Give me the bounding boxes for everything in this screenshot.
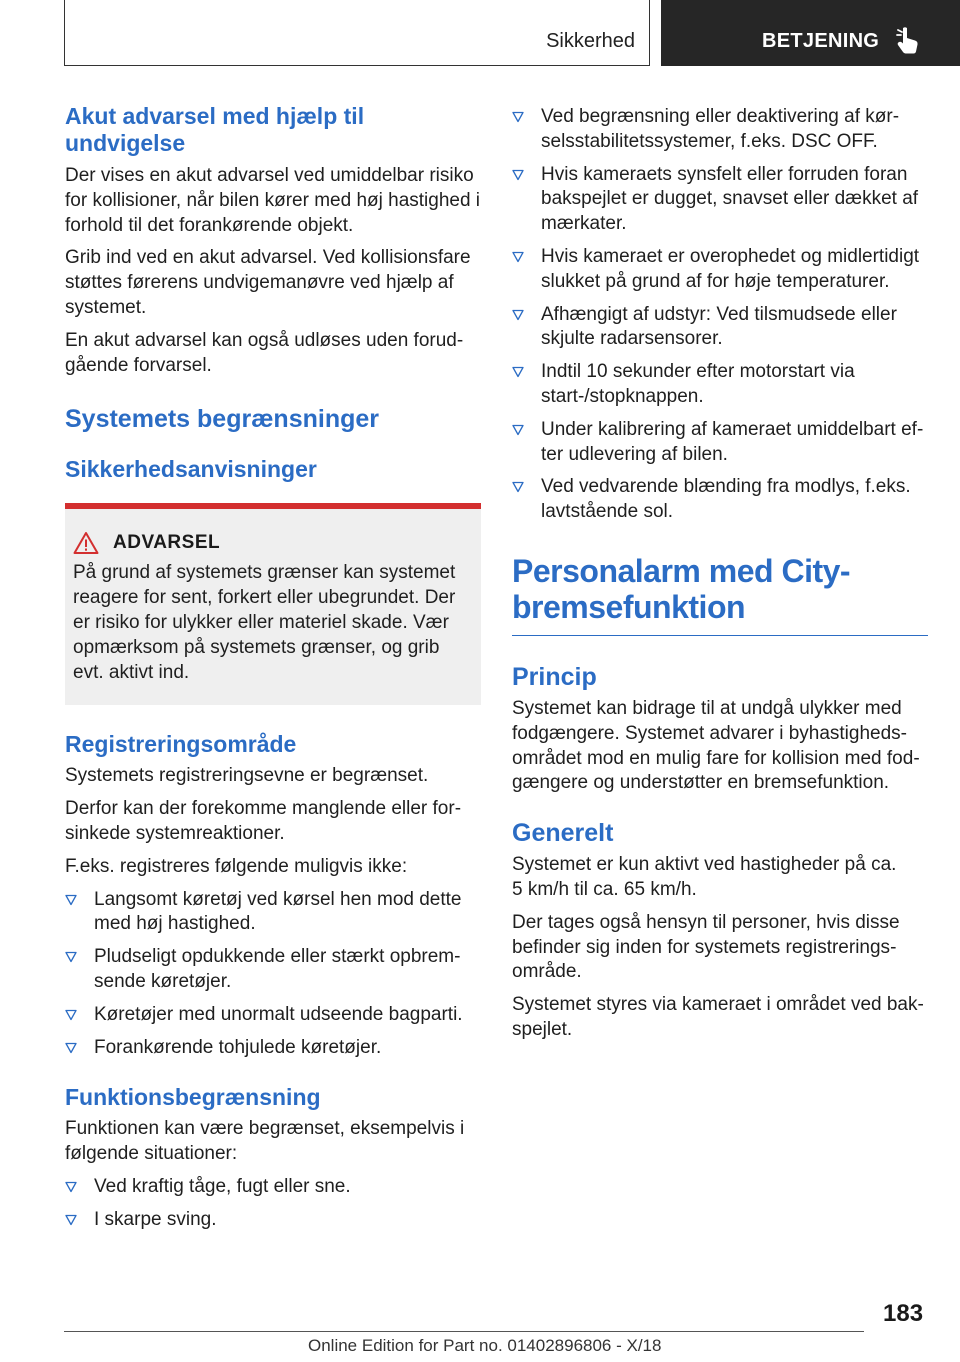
list-item: Pludseligt opdukkende eller stærkt opbremsende køretøjer.	[65, 945, 481, 995]
left-column	[65, 100, 481, 1241]
triangle-bullet-icon	[65, 894, 77, 906]
heading-underline	[512, 635, 928, 636]
paragraph-akut-2: Grib ind ved en akut advarsel. Ved kollisionsfare støttes førerens undvigemanøvre ved hjælp af systemet.	[65, 247, 471, 318]
list-funktion	[65, 1175, 481, 1233]
list-item: Under kalibrering af kameraet umiddelbart efter udlevering af bilen.	[512, 418, 928, 468]
triangle-bullet-icon	[512, 251, 524, 263]
heading-registreringsomraade: Registreringsområde	[65, 731, 297, 758]
warning-header	[73, 531, 473, 555]
paragraph-reg-2: Derfor kan der forekomme manglende eller forsinkede systemreaktioner.	[65, 798, 462, 844]
list-begraensninger-fortsat	[512, 105, 928, 525]
paragraph-generelt-1: Systemet er kun aktivt ved hastigheder på ca. 5 km/h til ca. 65 km/h.	[512, 854, 897, 900]
right-column	[512, 100, 928, 1043]
paragraph-generelt-3: Systemet styres via kameraet i området ved bakspejlet.	[512, 994, 924, 1040]
triangle-bullet-icon	[65, 951, 77, 963]
paragraph-reg-1: Systemets registreringsevne er begrænset.	[65, 765, 429, 787]
list-item: Forankørende tohjulede køretøjer.	[65, 1036, 481, 1061]
list-item: Køretøjer med unormalt udseende bagparti.	[65, 1003, 481, 1028]
list-item: I skarpe sving.	[65, 1208, 481, 1233]
heading-sikkerhedsanvisninger: Sikkerhedsanvisninger	[65, 456, 317, 483]
heading-akut-advarsel: Akut advarsel med hjælp til undvigelse	[65, 103, 365, 156]
header-section-title: Sikkerhed	[546, 30, 635, 52]
heading-generelt: Generelt	[512, 819, 614, 848]
list-item: Afhængigt af udstyr: Ved tilsmudsede eller skjulte radarsensorer.	[512, 303, 928, 353]
header-chapter-title: BETJENING	[762, 30, 880, 52]
triangle-bullet-icon	[512, 169, 524, 181]
triangle-bullet-icon	[512, 309, 524, 321]
warning-text: På grund af systemets grænser kan systemet reagere for sent, forkert eller ubegrundet. Der er risiko for ulykker eller materiel skade. Vær opmærksom på systemets grænser, og grib evt. aktivt ind.	[73, 562, 456, 683]
triangle-bullet-icon	[65, 1042, 77, 1054]
list-item: Langsomt køretøj ved kørsel hen mod dette med høj hastighed.	[65, 888, 481, 938]
heading-princip: Princip	[512, 662, 597, 691]
warning-title: ADVARSEL	[113, 532, 221, 554]
list-item: Hvis kameraets synsfelt eller forruden foran bakspejlet er dugget, snavset eller dækket af mærkater.	[512, 163, 928, 237]
list-item: Ved vedvarende blænding fra modlys, f.eks. lavtstående sol.	[512, 475, 928, 525]
pointing-hand-icon	[895, 26, 921, 54]
footer-edition: Online Edition for Part no. 01402896806 - X/18	[308, 1336, 662, 1355]
paragraph-reg-3: F.eks. registreres følgende muligvis ikke:	[65, 855, 408, 877]
list-item: Hvis kameraet er overophedet og midlertidigt slukket på grund af for høje temperaturer.	[512, 245, 928, 295]
triangle-bullet-icon	[512, 111, 524, 123]
page-number: 183	[883, 1300, 924, 1327]
triangle-bullet-icon	[65, 1214, 77, 1226]
footer-divider	[64, 1331, 864, 1332]
header-frame	[64, 0, 650, 66]
list-item: Indtil 10 sekunder efter motorstart via start-/stopknappen.	[512, 360, 928, 410]
triangle-bullet-icon	[512, 424, 524, 436]
warning-box	[65, 503, 481, 705]
paragraph-princip: Systemet kan bidrage til at undgå ulykker med fodgængere. Systemet advarer i byhastighedsområdet mod en mulig fare for kollision med fodgængere og understøtter en bremsefunktion.	[512, 697, 920, 794]
list-item: Ved begrænsning eller deaktivering af kørselsstabilitetssystemer, f.eks. DSC OFF.	[512, 105, 928, 155]
paragraph-funk: Funktionen kan være begrænset, eksempelvis i følgende situationer:	[65, 1118, 465, 1165]
warning-triangle-icon	[73, 531, 99, 555]
triangle-bullet-icon	[65, 1009, 77, 1021]
paragraph-akut-3: En akut advarsel kan også udløses uden forudgående forvarsel.	[65, 329, 464, 376]
paragraph-generelt-2: Der tages også hensyn til personer, hvis disse befinder sig inden for systemets registreringsområde.	[512, 911, 900, 983]
page-header	[0, 0, 960, 66]
triangle-bullet-icon	[65, 1181, 77, 1193]
triangle-bullet-icon	[512, 481, 524, 493]
header-chapter-tab	[661, 0, 960, 66]
heading-systemets-begraensninger: Systemets begrænsninger	[65, 405, 379, 434]
paragraph-akut-1: Der vises en akut advarsel ved umiddelbar risiko for kollisioner, når bilen kører med høj hastighed i forhold til det forankørende objekt.	[65, 165, 481, 236]
list-registrering	[65, 888, 481, 1061]
heading-personalarm: Personalarm med City-bremsefunktion	[512, 552, 851, 625]
heading-funktionsbegraensning: Funktionsbegrænsning	[65, 1084, 321, 1111]
list-item: Ved kraftig tåge, fugt eller sne.	[65, 1175, 481, 1200]
triangle-bullet-icon	[512, 366, 524, 378]
